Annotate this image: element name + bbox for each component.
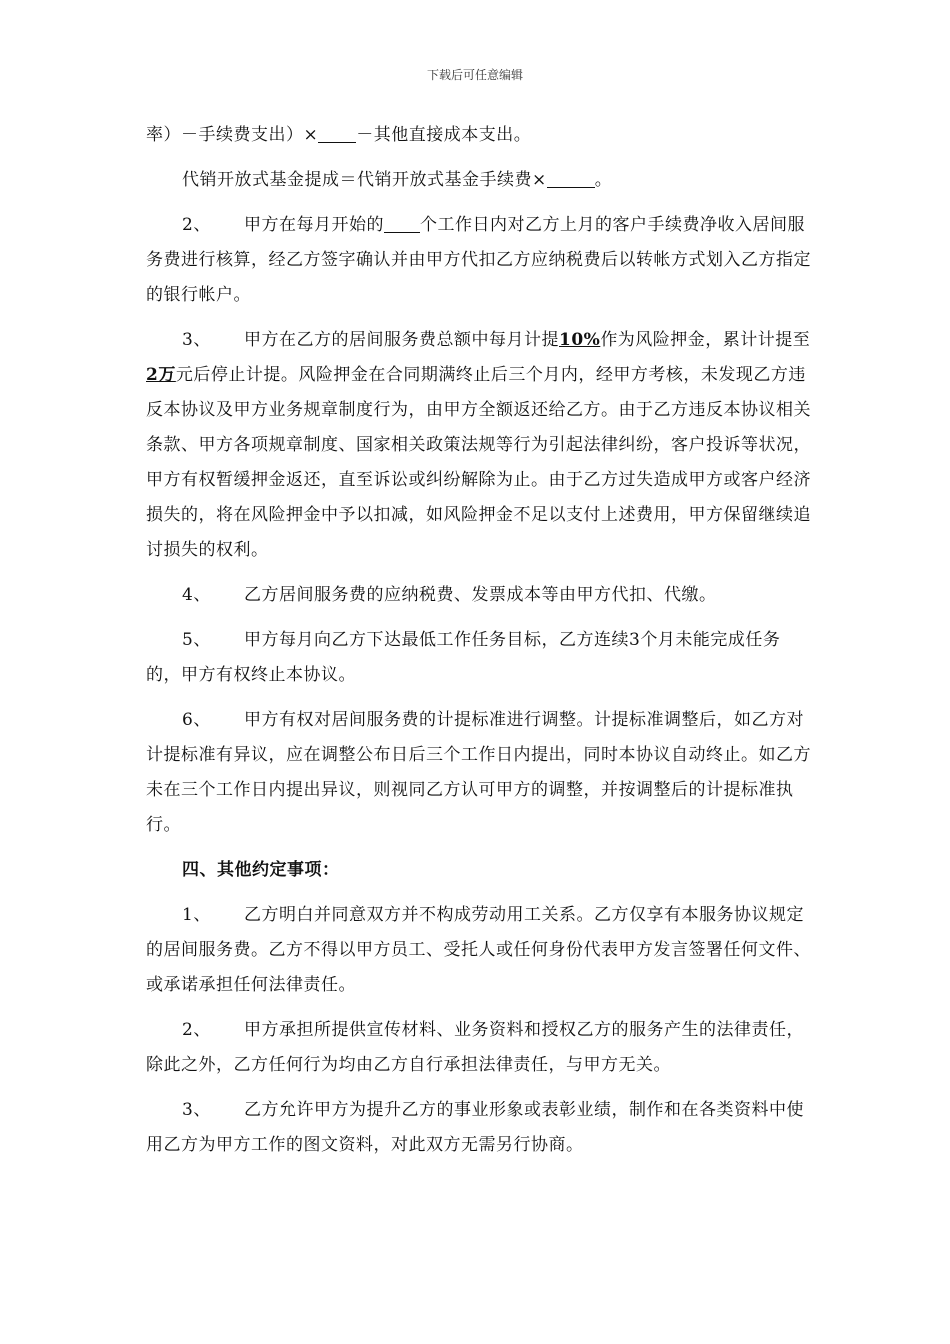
clause-text-end: 元后停止计提。风险押金在合同期满终止后三个月内，经甲方考核，未发现乙方违反本协议及甲方业务规章制度行为，由甲方全额返还给乙方。由于乙方违反本协议相关条款、甲方各项规章制度、国家相关政策法规等行为引起法律纠纷，客户投诉等状况，甲方有权暂缓押金返还，直至诉讼或纠纷解除为止。由于乙方过失造成甲方或客户经济损失的，将在风险押金中予以扣减，如风险押金不足以支付上述费用，甲方保留继续追讨损失的权利。 [146, 365, 811, 560]
clause-item-6 [146, 703, 812, 843]
formula-text-end: －其他直接成本支出。 [356, 125, 532, 145]
clause-item-5 [146, 623, 812, 693]
clause-item-4 [146, 578, 812, 613]
clause-item-2 [146, 208, 812, 313]
formula-text-start: 率）－手续费支出）× [146, 125, 319, 145]
clause-text-start: 甲方在乙方的居间服务费总额中每月计提 [244, 330, 559, 350]
formula-line-continued [146, 118, 812, 153]
clause-text-middle: 作为风险押金，累计计提至 [600, 330, 811, 350]
page-header-note: 下载后可任意编辑 [426, 68, 523, 82]
clause-item-3 [146, 323, 812, 568]
clause-text: 甲方有权对居间服务费的计提标准进行调整。计提标准调整后，如乙方对计提标准有异议，应在调整公布日后三个工作日内提出，同时本协议自动终止。如乙方未在三个工作日内提出异议，则视同乙方认可甲方的调整，并按调整后的计提标准执行。 [146, 710, 811, 835]
document-body [146, 118, 812, 1173]
formula-text-start: 代销开放式基金提成＝代销开放式基金手续费× [182, 170, 547, 190]
section-heading: 四、其他约定事项： [182, 860, 340, 880]
clause-number: 1、 [182, 905, 211, 925]
clause-number: 5、 [182, 630, 211, 650]
section4-clause-3 [146, 1093, 812, 1163]
section4-clause-2 [146, 1013, 812, 1083]
clause-text: 乙方允许甲方为提升乙方的事业形象或表彰业绩，制作和在各类资料中使用乙方为甲方工作的图文资料，对此双方无需另行协商。 [146, 1100, 804, 1155]
clause-number: 3、 [182, 1100, 211, 1120]
clause-number: 3、 [182, 330, 211, 350]
clause-number: 2、 [182, 1020, 211, 1040]
clause-number: 2、 [182, 215, 211, 235]
clause-number: 4、 [182, 585, 211, 605]
section4-clause-1 [146, 898, 812, 1003]
blank-field[interactable] [384, 214, 420, 233]
clause-text: 乙方明白并同意双方并不构成劳动用工关系。乙方仅享有本服务协议规定的居间服务费。乙方不得以甲方员工、受托人或任何身份代表甲方发言签署任何文件、或承诺承担任何法律责任。 [146, 905, 811, 995]
clause-text: 甲方每月向乙方下达最低工作任务目标，乙方连续3个月未能完成任务的，甲方有权终止本协议。 [146, 630, 781, 685]
fund-commission-formula [146, 163, 812, 198]
risk-deposit-percent: 10% [559, 330, 601, 350]
formula-text-end: 。 [594, 170, 613, 190]
clause-text-end: 个工作日内对乙方上月的客户手续费净收入居间服务费进行核算，经乙方签字确认并由甲方代扣乙方应纳税费后以转帐方式划入乙方指定的银行帐户。 [146, 215, 811, 305]
risk-deposit-cap: 2万 [146, 365, 176, 385]
clause-number: 6、 [182, 710, 211, 730]
clause-text-start: 甲方在每月开始的 [244, 215, 384, 235]
blank-field[interactable] [318, 124, 356, 143]
clause-text: 乙方居间服务费的应纳税费、发票成本等由甲方代扣、代缴。 [244, 585, 717, 605]
blank-field[interactable] [547, 169, 595, 188]
clause-text: 甲方承担所提供宣传材料、业务资料和授权乙方的服务产生的法律责任，除此之外，乙方任何行为均由乙方自行承担法律责任，与甲方无关。 [146, 1020, 804, 1075]
